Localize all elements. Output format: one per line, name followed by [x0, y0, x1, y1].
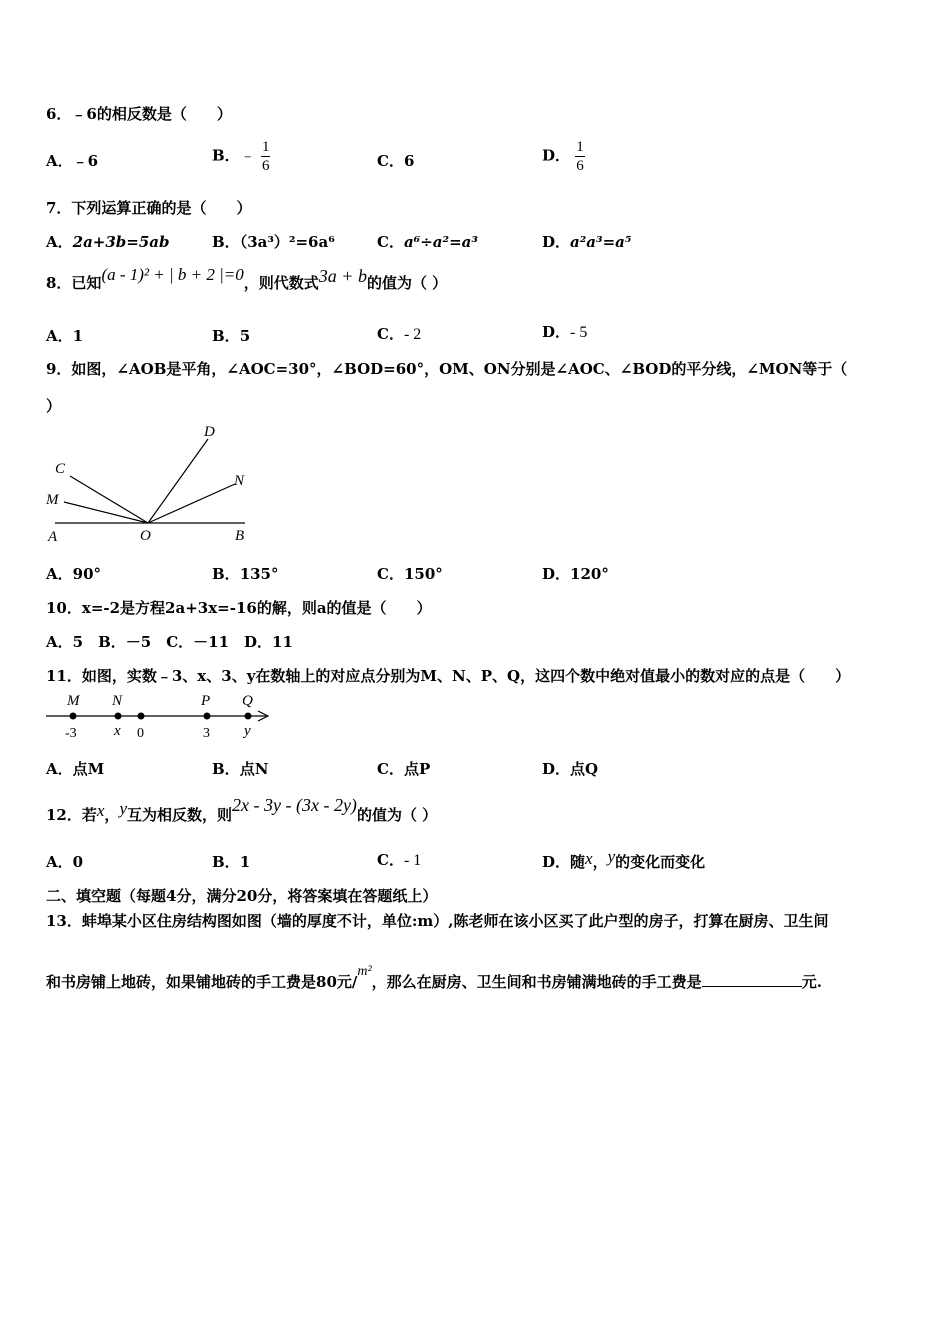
q9-label-B: B [235, 528, 245, 544]
q11-value-3: 3 [203, 726, 210, 741]
q11-option-c: C．点P [377, 760, 431, 778]
q13-line1: 13．蚌埠某小区住房结构图如图（墙的厚度不计，单位:m）,陈老师在该小区买了此户型的房子，打算在厨房、卫生间 [46, 912, 829, 930]
q7-option-d: D．a²a³=a⁵ [542, 233, 632, 251]
q9-ray-OM [64, 502, 148, 523]
q10-stem: 10．x=-2是方程2a+3x=-16的解，则a的值是（ ） [46, 599, 432, 617]
q13-answer-blank[interactable] [702, 972, 802, 987]
q11-value-x: x [114, 723, 121, 739]
q11-point-Q [245, 713, 252, 720]
q9-label-O: O [140, 528, 151, 544]
q10-options: A．5 B．－5 C．－11 D．11 [46, 633, 293, 651]
q6-option-d: D． $\frac{1}{6}$ [542, 139, 584, 174]
q11-point-zero [138, 713, 145, 720]
q12-expression: 2x - 3y - (3x - 2y) [232, 795, 357, 815]
q9-stem-cont: ） [46, 397, 62, 415]
q8-expression-1: (a - 1)² + | b + 2 |=0 [101, 265, 244, 284]
q6-d-fraction: $\frac{1}{6}$ [576, 139, 584, 174]
q8-option-d: D．- 5 [542, 323, 588, 341]
q9-option-a: A．90° [46, 565, 102, 583]
q9-label-C: C [55, 461, 66, 477]
section2-title: 二、填空题（每题4分，满分20分，将答案填在答题纸上） [46, 887, 438, 905]
q11-value-y: y [244, 723, 251, 739]
q6-option-b: B．﹣ $\frac{1}{6}$ [212, 139, 270, 174]
q9-ray-OD [148, 439, 208, 523]
q8-option-a: A．1 [46, 327, 84, 345]
q11-value-minus3: -3 [65, 726, 77, 741]
q13-line2: 和书房铺上地砖，如果铺地砖的手工费是80元/m²，那么在厨房、卫生间和书房铺满地砖的手工费是 元. [46, 964, 822, 991]
q9-label-N: N [234, 473, 245, 489]
q11-option-d: D．点Q [542, 760, 599, 778]
q9-ray-ON [148, 484, 235, 523]
q11-number-line [40, 688, 280, 744]
q12-stem: 12．若x，y互为相反数，则2x - 3y - (3x - 2y)的值为（ ） [46, 795, 438, 824]
q11-label-Q: Q [242, 693, 253, 709]
q12-option-b: B．1 [212, 853, 251, 871]
q11-point-P [204, 713, 211, 720]
q6-stem: 6．﹣6的相反数是（ ） [46, 105, 232, 123]
q11-label-M: M [67, 693, 80, 709]
q9-label-D: D [204, 424, 215, 440]
q12-option-c: C．- 1 [377, 851, 422, 869]
q9-angle-figure [40, 418, 270, 548]
q11-label-N: N [112, 693, 123, 709]
q9-ray-OC [70, 476, 148, 523]
q11-stem: 11．如图，实数﹣3、x、3、y在数轴上的对应点分别为M、N、P、Q，这四个数中绝对值最小的数对应的点是（ ） [46, 667, 851, 685]
q9-option-c: C．150° [377, 565, 443, 583]
q8-expression-2: 3a + b [318, 266, 367, 286]
q12-option-a: A．0 [46, 853, 84, 871]
q11-label-P: P [201, 693, 211, 709]
q9-option-b: B．135° [212, 565, 279, 583]
q11-option-b: B．点N [212, 760, 269, 778]
q12-option-d: D．随x，y的变化而变化 [542, 847, 706, 871]
q7-option-a: A．2a+3b=5ab [46, 233, 170, 251]
q9-option-d: D．120° [542, 565, 609, 583]
q9-label-M: M [46, 492, 59, 508]
q8-option-c: C．- 2 [377, 325, 422, 343]
q6-b-fraction: $\frac{1}{6}$ [261, 139, 270, 174]
q6-option-c: C．6 [377, 152, 415, 170]
q11-value-0: 0 [137, 726, 144, 741]
q13-unit: m² [357, 964, 372, 979]
q11-point-M [70, 713, 77, 720]
q6-option-a: A．﹣6 [46, 152, 99, 170]
q9-label-A: A [48, 529, 58, 545]
q7-option-c: C．a⁶÷a²=a³ [377, 233, 478, 251]
q8-stem: 8．已知(a - 1)² + | b + 2 |=0，则代数式3a + b的值为（ ） [46, 265, 448, 292]
q9-stem: 9．如图，∠AOB是平角，∠AOC=30°，∠BOD=60°，OM、ON分别是∠AOC、∠BOD的平分线，∠MON等于（ [46, 360, 848, 378]
q11-point-N [115, 713, 122, 720]
q8-option-b: B．5 [212, 327, 251, 345]
q11-option-a: A．点M [46, 760, 105, 778]
q7-option-b: B．（3a³）²=6a⁶ [212, 233, 335, 251]
q7-stem: 7．下列运算正确的是（ ） [46, 199, 252, 217]
